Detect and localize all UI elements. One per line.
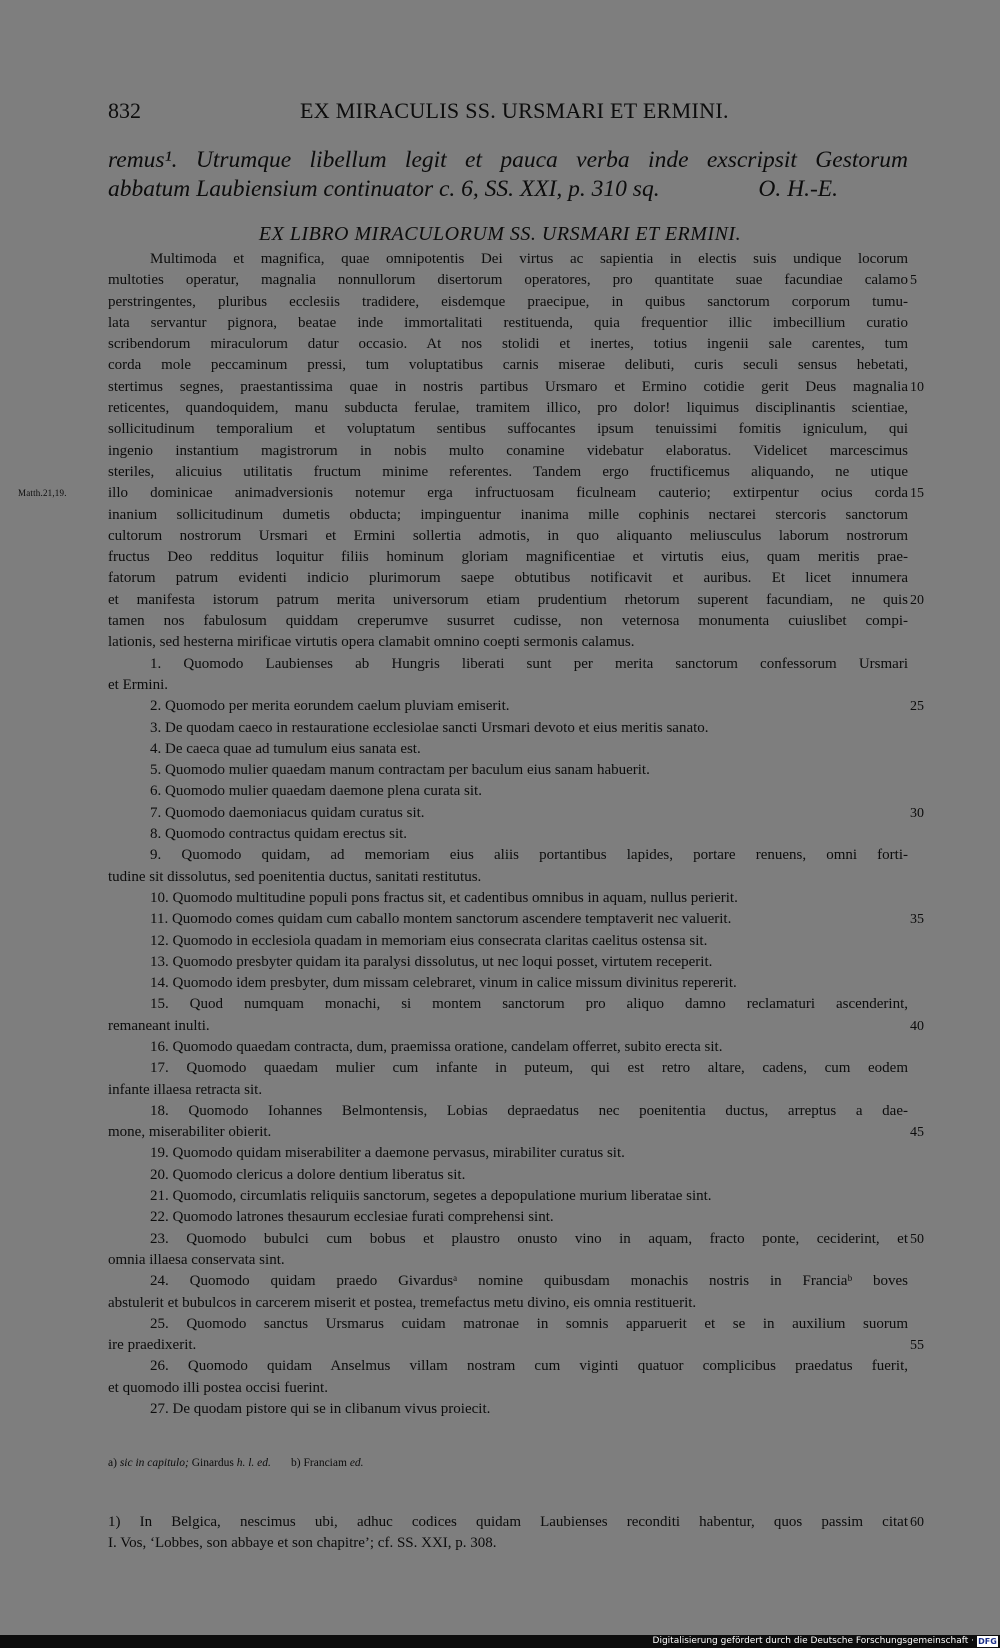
running-header	[108, 98, 908, 128]
line-number: 5	[910, 273, 917, 289]
text-line	[108, 270, 917, 291]
text-line-content: tudine sit dissolutus, sed poenitentia ductus, sanitati restitutus.	[108, 868, 482, 885]
text-line	[108, 760, 908, 781]
text-line-content: 20. Quomodo clericus a dolore dentium liberatus sit.	[150, 1166, 466, 1183]
text-line	[108, 1207, 908, 1228]
text-line-content: 24. Quomodo quidam praedo Givardusᵃ nomine quibusdam monachis nostris in Franciaᵇ boves	[150, 1273, 908, 1290]
text-line	[108, 1314, 908, 1335]
text-line	[108, 803, 924, 824]
text-line-content: et Ermini.	[108, 676, 168, 693]
text-line-content: 10. Quomodo multitudine populi pons fractus sit, et cadentibus omnibus in aquam, nullus perierit.	[150, 889, 738, 906]
text-line	[108, 249, 908, 270]
line-number: 60	[910, 1515, 924, 1530]
text-line	[108, 568, 908, 589]
text-line-content: reticentes, quandoquidem, manu subducta ferulae, tramitem illico, pro dolor! liquimus disciplinantis scientiae,	[108, 400, 908, 417]
text-line	[108, 355, 908, 376]
text-line	[108, 1016, 924, 1037]
editor-signature: O. H.-E.	[758, 176, 838, 202]
text-line	[108, 1293, 908, 1314]
line-number: 10	[910, 379, 924, 395]
text-line-content: 9. Quomodo quidam, ad memoriam eius aliis portantibus lapides, portare renuens, omni forti-	[150, 847, 908, 864]
text-line	[108, 718, 908, 739]
line-number: 45	[910, 1125, 924, 1141]
text-line	[108, 1378, 908, 1399]
footnote-a-rest: Ginardus	[188, 1457, 237, 1469]
text-line-content: 15. Quod numquam monachi, si montem sanctorum pro aliquo damno reclamaturi ascenderint,	[150, 996, 908, 1013]
text-line-content: Multimoda et magnifica, quae omnipotentis Dei virtus ac sapientia in electis suis undique locorum	[150, 251, 908, 267]
text-line-content: omnia illaesa conservata sint.	[108, 1251, 285, 1268]
main-text	[18, 249, 924, 1420]
text-line-content: 4. De caeca quae ad tumulum eius sanata est.	[150, 740, 421, 757]
text-line-content: 25. Quomodo sanctus Ursmarus cuidam matronae in somnis apparuerit et se in auxilium suorum	[150, 1315, 908, 1332]
footnote-line-text: I. Vos, ‘Lobbes, son abbaye et son chapitre’; cf. SS. XXI, p. 308.	[108, 1535, 497, 1551]
text-line	[108, 419, 908, 440]
intro-paragraph	[108, 146, 908, 204]
text-line-content: 27. De quodam pistore qui se in clibanum vivus proiecit.	[150, 1401, 491, 1418]
text-line-content: sollicitudinum temporalium et voluptatum sentibus suffocantes ipsum tenuissimi fomitis igniculum, qui	[108, 421, 908, 438]
text-line-content: fatorum patrum evidenti indicio plurimorum saepe obtutibus notificavit et auribus. Et licet innumera	[108, 570, 908, 587]
text-line-content: stertimus segnes, praestantissima quae in nostris partibus Ursmaro et Ermino cotidie gerit Deus magnalia	[108, 378, 908, 395]
footnote-b-ed: ed.	[349, 1457, 364, 1469]
text-line	[108, 654, 908, 675]
text-line	[108, 696, 924, 717]
text-line-content: illo dominicae animadversionis notemur erga infructuosam ficulneam cauterio; extirpentur ocius corda	[108, 485, 908, 502]
text-line-content: ingenio instantium magistrorum in nobis multo conamine videbatur elaboratus. Videlicet marcescimus	[108, 442, 908, 459]
text-line	[108, 292, 908, 313]
text-line	[108, 1058, 908, 1079]
text-line	[108, 1335, 924, 1356]
text-line	[108, 1143, 908, 1164]
text-line	[108, 973, 908, 994]
text-line-content: 14. Quomodo idem presbyter, dum missam celebraret, vinum in calice missum divinitus repererit.	[150, 975, 737, 992]
text-line	[108, 547, 908, 568]
text-line-content: et manifesta istorum patrum merita universorum etiam prudentium rhetorum superent facundiam, ne quis	[108, 591, 908, 608]
text-line	[108, 1165, 908, 1186]
text-line-content: 16. Quomodo quaedam contracta, dum, praemissa oratione, candelam offerret, subito erecta sit.	[150, 1038, 723, 1055]
text-line	[108, 1271, 908, 1292]
line-number: 20	[910, 592, 924, 608]
explanatory-footnote	[108, 1512, 924, 1554]
footnote-a-ed: h. l. ed.	[236, 1457, 271, 1469]
text-line	[108, 505, 908, 526]
text-line-content: fructus Deo redditus loquitur filiis hominum gloriam magnificentiae et virtutis eius, quam meritis prae-	[108, 549, 908, 566]
text-line-content: tamen nos fabulosum quiddam creperumve susurret cudisse, non veternosa monumenta cuiuslibet compi-	[108, 613, 908, 630]
footnote-line-text: 1) In Belgica, nescimus ubi, adhuc codices quidam Laubienses reconditi habentur, quos passim citat	[108, 1514, 908, 1530]
text-line-content: 5. Quomodo mulier quaedam manum contractam per baculum eius sanam habuerit.	[150, 762, 650, 779]
text-line-content: infante illaesa retracta sit.	[108, 1081, 263, 1098]
text-line	[108, 994, 908, 1015]
text-line-content: mone, miserabiliter obierit.	[108, 1124, 272, 1141]
text-line	[108, 462, 908, 483]
text-line	[108, 1356, 908, 1377]
text-line	[108, 739, 908, 760]
text-line-content: 23. Quomodo bubulci cum bobus et plaustro onusto vino in aquam, fracto ponte, ceciderint, et	[150, 1230, 908, 1247]
text-line	[108, 888, 908, 909]
text-line	[108, 845, 908, 866]
text-line-content: scribendorum miraculorum datur occasio. At nos stolidi et inertes, totius ingenii sale carentes, tum	[108, 336, 908, 353]
text-line-content: 11. Quomodo comes quidam cum caballo montem sanctorum ascendere temptaverit nec valuerit.	[150, 911, 732, 928]
text-line-content: multoties operatur, magnalia nonnullorum disertorum operatores, pro quantitate suae facundiae calamo	[108, 272, 908, 289]
intro-line-text: abbatum Laubiensium continuator c. 6, SS. XXI, p. 310 sq.	[108, 176, 660, 202]
text-line-content: 19. Quomodo quidam miserabiliter a daemone pervasus, mirabiliter curatus sit.	[150, 1145, 625, 1162]
text-line-content: 1. Quomodo Laubienses ab Hungris liberati sunt per merita sanctorum confessorum Ursmari	[150, 655, 908, 672]
text-line	[108, 611, 908, 632]
line-number: 15	[910, 486, 924, 502]
text-line	[108, 398, 908, 419]
text-line	[108, 441, 908, 462]
text-line-content: corda mole peccaminum pressi, tum voluptatibus carnis miserae delibuti, curis seculi sensus hebetati,	[108, 357, 908, 374]
text-line	[108, 1250, 908, 1271]
text-line	[108, 526, 908, 547]
text-line	[108, 1399, 908, 1420]
text-line-content: et quomodo illi postea occisi fuerint.	[108, 1379, 328, 1396]
margin-reference: Matth.21,19.	[18, 488, 67, 499]
text-line	[108, 1080, 908, 1101]
text-line	[108, 377, 924, 398]
running-title: EX MIRACULIS SS. URSMARI ET ERMINI.	[300, 98, 729, 123]
text-line	[108, 1101, 908, 1122]
text-line	[108, 781, 908, 802]
text-line-content: 13. Quomodo presbyter quidam ita paralysi dissolutus, ut nec loqui posset, virtutem receperit.	[150, 953, 713, 970]
line-number: 40	[910, 1018, 924, 1034]
footnote-line	[108, 1533, 908, 1554]
text-line	[108, 952, 908, 973]
text-line-content: lationis, sed hesterna mirificae virtutis opera clamabit omnino coepti sermonis calamus.	[108, 634, 635, 651]
text-line-content: remaneant inulti.	[108, 1017, 210, 1034]
text-line	[108, 1229, 924, 1250]
line-number: 35	[910, 912, 924, 928]
text-line-content: 7. Quomodo daemoniacus quidam curatus sit.	[150, 804, 425, 821]
text-line-content: 17. Quomodo quaedam mulier cum infante in puteum, qui est retro altare, cadens, cum eodem	[150, 1060, 908, 1077]
intro-line	[108, 175, 908, 204]
text-line	[108, 632, 908, 653]
line-number: 50	[910, 1231, 924, 1247]
text-line	[108, 675, 908, 696]
text-line	[108, 334, 908, 355]
text-line-content: perstringentes, pluribus ecclesiis tradidere, eisdemque praecipue, in quibus sanctorum corporum tumu-	[108, 293, 908, 310]
text-line	[18, 483, 924, 504]
text-line	[108, 590, 924, 611]
text-line-content: 12. Quomodo in ecclesiola quadam in memoriam eius consecrata claritas caelitus ostensa sit.	[150, 932, 708, 949]
text-line	[108, 931, 908, 952]
text-line-content: 2. Quomodo per merita eorundem caelum pluviam emiserit.	[150, 698, 510, 715]
text-line-content: inanium sollicitudinum dumetis obducta; impinguentur inanima mille cophinis nectarei stercoris sanctorum	[108, 506, 908, 523]
line-number: 55	[910, 1338, 924, 1354]
text-line	[108, 867, 908, 888]
text-line-content: ire praedixerit.	[108, 1337, 197, 1354]
text-line-content: 26. Quomodo quidam Anselmus villam nostram cum viginti quatuor complicibus praedatus fuerit,	[150, 1358, 908, 1375]
footnote-a-italic: sic in capitulo;	[119, 1457, 189, 1469]
text-line	[108, 1122, 924, 1143]
text-line-content: 21. Quomodo, circumlatis reliquiis sanctorum, segetes a depopulatione murium liberatae sint.	[150, 1188, 712, 1205]
line-number: 30	[910, 805, 924, 821]
intro-line: remus¹. Utrumque libellum legit et pauca verba inde exscripsit Gestorum	[108, 147, 908, 173]
dfg-logo: DFG	[978, 1637, 997, 1646]
text-line-content: 3. De quodam caeco in restauratione ecclesiolae sancti Ursmari devoto et eius meritis sanato.	[150, 719, 709, 736]
text-line	[108, 909, 924, 930]
text-line-content: cultorum nostrorum Ursmari et Ermini sollertia admotis, in quo aliquanto meliusculus laborum nostrorum	[108, 527, 908, 544]
digitization-credit-bar	[0, 1635, 1000, 1648]
text-line	[108, 1037, 908, 1058]
critical-footnotes: a) sic in capitulo; Ginardus h. l. ed. b) Franciam ed.	[108, 1457, 364, 1469]
page-number: 832	[108, 98, 141, 123]
text-line-content: 18. Quomodo Iohannes Belmontensis, Lobias depraedatus nec poenitentia ductus, arreptus a dae-	[150, 1102, 908, 1119]
section-title: EX LIBRO MIRACULORUM SS. URSMARI ET ERMINI.	[258, 223, 742, 245]
footnote-b: b) Franciam	[291, 1457, 350, 1469]
text-line	[108, 313, 908, 334]
footnote-line	[108, 1512, 924, 1533]
line-number: 25	[910, 699, 924, 715]
text-line	[108, 824, 908, 845]
text-line-content: steriles, alicuius utilitatis fructum minime referentes. Tandem ergo fructificemus aliquando, ne utique	[108, 463, 908, 480]
text-line-content: 6. Quomodo mulier quaedam daemone plena curata sit.	[150, 783, 482, 800]
text-line	[108, 1186, 908, 1207]
text-line-content: 22. Quomodo latrones thesaurum ecclesiae furati comprehensi sint.	[150, 1209, 554, 1226]
text-line-content: 8. Quomodo contractus quidam erectus sit.	[150, 826, 408, 843]
text-line-content: abstulerit et bubulcos in carcerem miserit et postea, tremefactus metu divino, eis omnia restituerit.	[108, 1294, 697, 1311]
text-line-content: lata servantur pignora, beatae inde immortalitati restituenda, quia frequentior illic imbecillium curatio	[108, 314, 908, 331]
credit-text: Digitalisierung gefördert durch die Deutsche Forschungsgemeinschaft ·	[652, 1636, 974, 1646]
